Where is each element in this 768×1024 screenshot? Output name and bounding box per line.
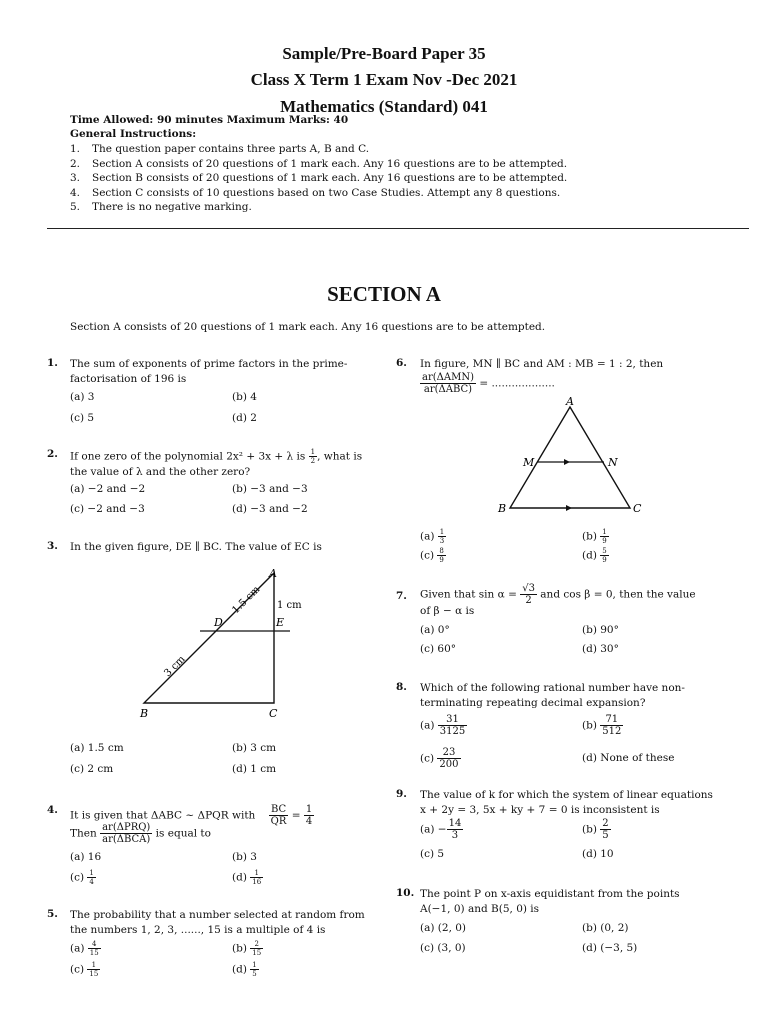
question-4-line1: It is given that ΔABC ~ ΔPQR with $\frac{BC}{QR}$ = $\frac{1}{4}$ [70, 804, 313, 827]
instruction-list [70, 142, 567, 215]
question-5-text: The probability that a number selected at random from the numbers 1, 2, 3, ......, 15 is a multiple of 4 is [70, 909, 365, 936]
option-d: (d) None of these [582, 752, 675, 764]
question-number: 5. [47, 908, 58, 920]
option-c: (c) (3, 0) [420, 942, 466, 954]
exam-title: Class X Term 1 Exam Nov -Dec 2021 [250, 70, 518, 89]
fraction: $\frac{1}{4}$ [305, 804, 313, 827]
triangle-figure-q6 [490, 393, 660, 518]
option-d: (d) $\frac{1}{5}$ [232, 961, 257, 978]
option-b: (b) (0, 2) [582, 922, 629, 934]
instruction-item: 5. There is no negative marking. [70, 201, 252, 214]
question-number: 10. [396, 887, 415, 899]
option-b: (b) 4 [232, 391, 257, 403]
option-b: (b) $\frac{1}{9}$ [582, 528, 607, 545]
instruction-item: 3. Section B consists of 20 questions of 1 mark each. Any 16 questions are to be attempted. [70, 172, 568, 185]
option-d: (d) 30° [582, 643, 619, 655]
option-b: (b) 3 cm [232, 742, 277, 754]
general-instructions-title: General Instructions: [70, 128, 197, 140]
option-c: (c) 60° [420, 643, 457, 655]
instruction-item: 1. The question paper contains three parts A, B and C. [70, 143, 370, 155]
option-b: (b) 3 [232, 851, 257, 863]
question-9-line1: The value of k for which the system of linear equations [420, 789, 713, 801]
option-c: (c) 5 [420, 848, 445, 860]
svg-text:D: D [214, 616, 223, 629]
svg-text:1 cm: 1 cm [277, 600, 302, 611]
subject-title: Mathematics (Standard) 041 [280, 97, 488, 116]
fraction: $\frac{1}{2}$ [310, 448, 316, 465]
option-a: (a) 0° [420, 624, 450, 636]
svg-text:M: M [523, 456, 535, 469]
question-number: 3. [47, 540, 58, 552]
section-note: Section A consists of 20 questions of 1 mark each. Any 16 questions are to be attempted. [70, 321, 546, 333]
question-number: 9. [396, 788, 407, 800]
question-9-line2: x + 2y = 3, 5x + ky + 7 = 0 is inconsistent is [420, 804, 660, 816]
triangle-figure-q3 [120, 560, 320, 725]
question-10-line2: A(−1, 0) and B(5, 0) is [420, 903, 540, 915]
question-number: 2. [47, 448, 58, 460]
question-number: 6. [396, 357, 407, 369]
question-7-line1: Given that sin α = $\frac{√3}{2}$ and cos β = 0, then the value [420, 583, 696, 606]
option-a: (a) $\frac{1}{3}$ [420, 528, 445, 545]
fraction: $\frac{BC}{QR}$ [270, 804, 287, 827]
svg-text:A: A [566, 395, 574, 408]
option-c: (c) −2 and −3 [70, 503, 145, 515]
instruction-item: 2. Section A consists of 20 questions of 1 mark each. Any 16 questions are to be attempted. [70, 157, 568, 170]
question-7-line2: of β − α is [420, 605, 475, 617]
option-d: (d) 2 [232, 412, 257, 424]
question-8-text: Which of the following rational number have non-terminating repeating decimal expansion? [420, 682, 685, 709]
option-c: (c) $\frac{8}{9}$ [420, 547, 444, 564]
svg-text:E: E [276, 616, 285, 629]
instruction-item: 4. Section C consists of 10 questions based on two Case Studies. Attempt any 8 questions. [70, 186, 561, 199]
svg-text:3 cm: 3 cm [162, 653, 188, 680]
option-d: (d) $\frac{5}{9}$ [582, 547, 607, 564]
svg-text:A: A [269, 567, 277, 580]
svg-text:1.5 cm: 1.5 cm [230, 584, 263, 617]
question-1-text: The sum of exponents of prime factors in the prime-factorisation of 196 is [70, 358, 348, 385]
option-c: (c) $\frac{1}{4}$ [70, 869, 94, 886]
svg-text:B: B [498, 502, 507, 515]
svg-text:C: C [269, 707, 278, 720]
fraction: $\frac{√3}{2}$ [522, 583, 535, 606]
question-3-text: In the given figure, DE ∥ BC. The value of EC is [70, 541, 322, 553]
option-d: (d) 10 [582, 848, 614, 860]
question-2-text: If one zero of the polynomial 2x² + 3x + λ is $\frac{1}{2}$ , what is the value of λ and the other zero? [70, 448, 363, 478]
fraction: $\frac{\text{ar(ΔPRQ)}}{\text{ar(ΔBCA)}}$ [102, 822, 151, 845]
question-number: 1. [47, 357, 58, 369]
question-number: 4. [47, 804, 58, 816]
option-a: (a) 1.5 cm [70, 742, 124, 754]
option-a: (a) 3 [70, 391, 95, 403]
option-a: (a) $\frac{4}{15}$ [70, 940, 99, 957]
question-6-line2: $\frac{\text{ar(ΔAMN)}}{\text{ar(ΔABC)}}$ = ................... [422, 372, 555, 395]
option-b: (b) $\frac{71}{512}$ [582, 714, 622, 737]
option-d: (d) 1 cm [232, 763, 277, 775]
option-a: (a) −2 and −2 [70, 483, 146, 495]
option-b: (b) $\frac{2}{15}$ [232, 940, 262, 957]
option-c: (c) 5 [70, 412, 95, 424]
option-a: (a) 16 [70, 851, 102, 863]
time-marks: Time Allowed: 90 minutes Maximum Marks: 40 [70, 114, 349, 126]
header-divider [47, 228, 749, 229]
question-4-line2: Then $\frac{\text{ar(ΔPRQ)}}{\text{ar(ΔBCA)}}$ is equal to [70, 822, 211, 845]
paper-title: Sample/Pre-Board Paper 35 [282, 44, 486, 63]
option-c: (c) 2 cm [70, 763, 114, 775]
option-c: (c) $\frac{23}{200}$ [420, 747, 459, 770]
option-d: (d) (−3, 5) [582, 942, 638, 954]
option-a: (a) $\frac{31}{3125}$ [420, 714, 466, 737]
svg-text:C: C [633, 502, 642, 515]
question-10-line1: The point P on x-axis equidistant from the points [420, 888, 680, 900]
svg-text:B: B [140, 707, 149, 720]
fraction: $\frac{\text{ar(ΔAMN)}}{\text{ar(ΔABC)}}$ [422, 372, 474, 395]
option-a: (a) − $\frac{14}{3}$ [420, 818, 462, 841]
option-b: (b) $\frac{2}{5}$ [582, 818, 609, 841]
option-c: (c) $\frac{1}{15}$ [70, 961, 99, 978]
option-b: (b) −3 and −3 [232, 483, 308, 495]
option-d: (d) $\frac{1}{16}$ [232, 869, 262, 886]
option-d: (d) −3 and −2 [232, 503, 308, 515]
question-number: 7. [396, 590, 407, 602]
svg-text:N: N [608, 456, 618, 469]
question-number: 8. [396, 681, 407, 693]
option-a: (a) (2, 0) [420, 922, 467, 934]
question-6-line1: In figure, MN ∥ BC and AM : MB = 1 : 2, then [420, 358, 664, 370]
section-title: SECTION A [327, 282, 441, 306]
option-b: (b) 90° [582, 624, 619, 636]
